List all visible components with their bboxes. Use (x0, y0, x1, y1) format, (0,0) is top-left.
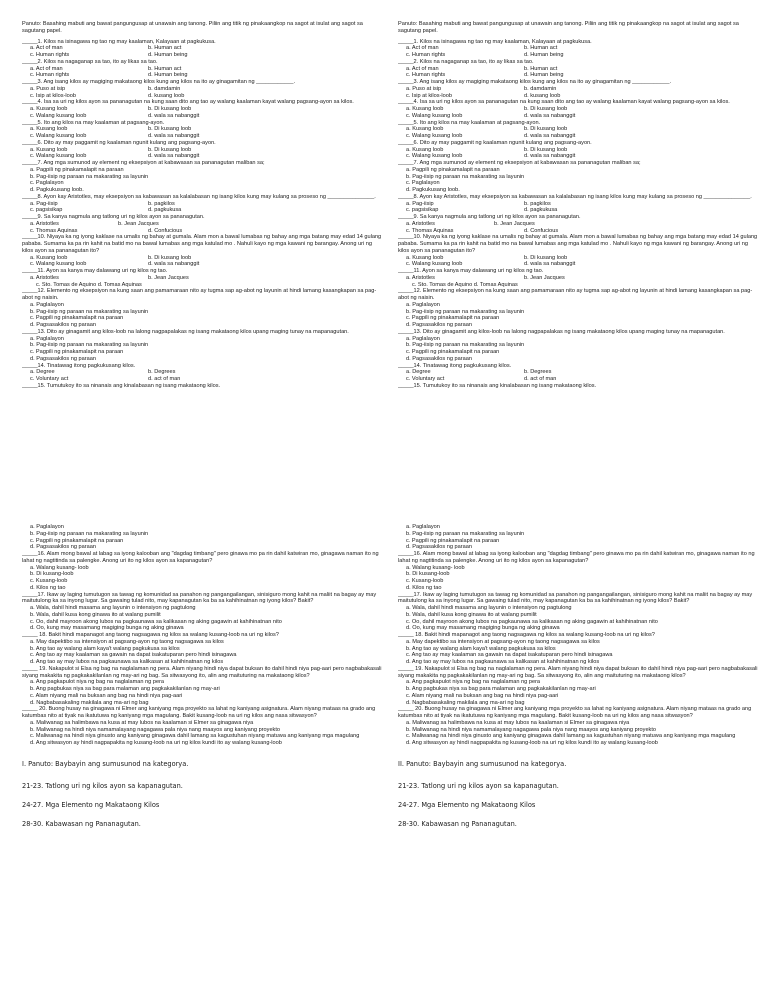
question-19: _____ 19. Nakapulot si Elsa ng bag na naglalaman ng pera. Alam niyang hindi niya dapat buksan ito dahil hindi niya pag-aari pero nagbabakasali siyang makakita ng pagkakakilanlan ng may-ari ng bag. Sa sitwasyong ito, alin ang maituturing na makataong kilos? (22, 665, 382, 679)
options-row: c. Walang kusang loob d. wala sa nabanggit (30, 112, 200, 119)
options-row: c. Human rights d. Human being (406, 52, 564, 58)
options-row: c. Walang kusang loob d. wala sa nabanggit (30, 133, 200, 139)
section-item-24-27: 24-27. Mga Elemento ng Makataong Kilos (22, 800, 160, 809)
quiz-page-bottom-right (398, 524, 760, 1002)
options-row: a. Act of man b. Human act (30, 45, 182, 52)
option: c. Kusang-loob (406, 578, 444, 584)
option: a. Pagpili ng pinakamalapit na paraan (30, 166, 124, 173)
question-2: _____2. Kilos na nagaganap sa tao, ito ay likas sa tao. (22, 58, 158, 65)
option: a. Maliwanag sa halimbawa na kusa at may lubos na kaalaman si Elmer sa ginagawa niya (406, 719, 630, 726)
question-17: _____17. Ikaw ay laging tumutugon sa tawag ng komunidad sa panahon ng pangangailangan, sinisiguro mong kahit na maliit na bagay ay may maitutulong ka sa inyong lugar. Sa gawaing tulad nito, may kapanagutan ka ba sa kahihinatnan ng iyong kilos? Bakit? (398, 591, 753, 605)
options-row: a. Aristotles b. Jean Jacques (406, 220, 535, 227)
option: c. Pagpili ng pinakamalapit na paraan (406, 349, 500, 355)
option: b. Maliwanag na hindi niya namamalayang nagagawa pala niya nang maayos ang kaniyang proyekto (406, 726, 657, 733)
options-row: a. Kusang loob b. Di kusang loob (30, 106, 192, 112)
options-row: a. Kusang loob b. Di kusang loob (406, 254, 568, 261)
option: c. Sto. Tomas de Aquino d. Tomas Aquinas (36, 281, 142, 288)
option: b. Di kusang-loob (30, 571, 74, 578)
question-2: _____2. Kilos na nagaganap sa tao, ito ay likas sa tao. (398, 58, 534, 65)
option: a. Ang pagkapulot niya ng bag na naglalaman ng pera (406, 679, 541, 686)
question-7: _____7. Ang mga sumunod ay element ng eksepsiyon at kabawasan sa pananagutan maliban sa; (398, 160, 641, 166)
options-row: c. Thomas Aquinas d. Confucious (30, 227, 183, 234)
options-row: a. Degree b. Degrees (406, 369, 552, 376)
option: c. Paglalayon (30, 180, 64, 187)
option: c. Pagpili ng pinakamalapit na paraan (406, 315, 500, 322)
option: b. Pag-iisip ng paraan na makarating sa layunin (406, 530, 525, 537)
options-row: a. Kusang loob b. Di kusang loob (30, 126, 192, 133)
options-row: c. Walang kusang loob d. wala sa nabanggit (30, 261, 200, 268)
option: a. Ang pagkapulot niya ng bag na naglalaman ng pera (30, 679, 165, 686)
question-7: _____7. Ang mga sumunod ay element ng eksepsiyon at kabawasan sa pananagutan maliban sa; (22, 160, 265, 166)
question-11: _____11. Ayon sa kanya may dalawang uri ng kilos ng tao. (398, 268, 544, 274)
option: d. Pagkukusang loob. (406, 187, 460, 193)
question-13: _____13. Dito ay ginagamit ang kilos-loob na lalong nagpapalakas ng isang makataong kilos upang maging tunay na mapanagutan. (398, 328, 725, 335)
option: b. Di kusang-loob (406, 571, 450, 578)
option: c. Alam niyang mali na buksan ang bag na hindi niya pag-aari (406, 692, 559, 699)
option: a. Walang kusang- loob (30, 564, 89, 571)
option: a. Paglalayon (30, 524, 64, 530)
options-row: a. Act of man b. Human act (406, 65, 558, 72)
question-1: _____1. Kilos na isinagawa ng tao ng may kaalaman, Kalayaan at pagkukusa. (398, 38, 592, 45)
options-row: a. Aristotles b. Jean Jacques (30, 220, 159, 227)
option: d. Ang tao ay may lubos na pagkaunawa sa kalikasan at kahihinatnan ng kilos (30, 659, 224, 665)
option: d. Ang sitwasyon ay hindi nagpapakita ng kusang-loob na uri ng kilos kundi ito ay walang kusang-loob (30, 740, 282, 746)
options-row: c. Walang kusang loob d. wala sa nabanggit (406, 112, 576, 119)
options-row: c. Isip at kilos-loob d. kusang loob (406, 92, 561, 99)
section-item-21-23: 21-23. Tatlong uri ng kilos ayon sa kapanagutan. (398, 781, 559, 790)
section-heading: I. Panuto: Baybayin ang sumusunod na kategorya. (22, 759, 189, 768)
option: d. Kilos ng tao (30, 584, 66, 591)
option: c. Pagpili ng pinakamalapit na paraan (30, 315, 124, 322)
options-row: a. Kusang loob b. Di kusang loob (30, 254, 192, 261)
option: a. Paglalayon (406, 301, 440, 308)
options-row: a. Puso at isip b. damdamin (30, 85, 181, 92)
options-row: c. Walang kusang loob d. wala sa nabanggit (406, 133, 576, 139)
question-9: _____9. Sa kanya nagmula ang tatlong uri ng kilos ayon sa pananagutan. (22, 214, 205, 220)
options-row: c. pagsisikap d. pagkukusa (30, 207, 182, 214)
instructions: Panuto: Basahing mabuti ang bawat pangungusap at unawain ang tanong. Piliin ang titik ng pinakaangkop na sagot at isulat ang sagot sa sagutang papel. (22, 21, 363, 34)
section-item-28-30: 28-30. Kabawasan ng Pananagutan. (398, 819, 517, 828)
option: a. Maliwanag sa halimbawa na kusa at may lubos na kaalaman si Elmer sa ginagawa niya (30, 719, 254, 726)
option: d. Oo, kung may masamang magiging bunga ng aking ginawa (30, 625, 184, 632)
option: d. Pagsasakilos ng paraan (30, 355, 96, 362)
option: d. Oo, kung may masamang magiging bunga ng aking ginawa (406, 625, 560, 632)
question-1: _____1. Kilos na isinagawa ng tao ng may kaalaman, Kalayaan at pagkukusa. (22, 38, 216, 45)
option: c. Oo, dahil mayroon akong lubos na pagkaunawa sa kalikasan ng aking gagawin at kahihinatnan nito (30, 618, 282, 625)
section-item-21-23: 21-23. Tatlong uri ng kilos ayon sa kapanagutan. (22, 781, 183, 790)
question-10: _____10. Niyaya ka ng iyong kaklase na umalis ng bahay at gumala. Alam mon a bawal lumabas ng bahay ang mga batang may edad 14 gulang pababa. Sumama ka pa rin kahit na batid mo na bawal lumabas ang mga katulad mo . Nahuli kayo ng mga kawani ng barangay. Anong uri ng kilos ayon sa pananagutan ito? (398, 234, 758, 254)
question-14: _____14. Tinatawag itong pagkukusang kilos. (398, 362, 512, 369)
quiz-page-bottom-left (22, 524, 384, 1002)
section-item-28-30: 28-30. Kabawasan ng Pananagutan. (22, 819, 141, 828)
question-14: _____14. Tinatawag itong pagkukusang kilos. (22, 362, 136, 369)
question-5: _____5. Ito ang kilos na may kaalaman at pagsang-ayon. (398, 119, 541, 126)
option: c. Ang tao ay may kaalaman sa gawain na dapat isakatuparan pero hindi isinagawa (406, 652, 613, 659)
option: a. Paglalayon (406, 524, 440, 530)
option: a. Paglalayon (30, 335, 64, 342)
question-16: _____16. Alam mong bawal at labag sa iyong kalooban ang "dagdag timbang" pero ginawa mo pa rin dahil katwiran mo, ginagawa naman ito ng lahat ng nagtitinda sa palengke. Anong uri ito ng kilos ayon sa kapanagutan? (22, 551, 379, 564)
options-row: a. Act of man b. Human act (30, 65, 182, 72)
option: c. Alam niyang mali na buksan ang bag na hindi niya pag-aari (30, 692, 183, 699)
options-row: c. Walang kusang loob d. wala sa nabanggit (406, 153, 576, 160)
option: b. Pag-iisip ng paraan na makarating sa layunin (30, 173, 149, 180)
option: d. Nagbabasakaling makilala ang ma-ari ng bag (406, 699, 525, 706)
option: a. Wala, dahil hindi masama ang layunin o intensiyon ng pagtulong (406, 605, 572, 611)
option: d. Pagsasakilos ng paraan (406, 355, 472, 362)
option: b. Pag-iisip ng paraan na makarating sa layunin (30, 530, 149, 537)
question-4: _____4. Isa sa uri ng kilos ayon sa pananagutan na kung saan dito ang tao ay walang kaalaman kayat walang pagsang-ayon sa kilos. (22, 99, 354, 106)
question-20: _____ 20. Buong husay na ginagawa ni Elmer ang kaniyang mga proyekto sa lahat ng kaniyang asignatura. Alam niyang mataas na grado ang katumbas nito at tiyak na ikatutuwa ng kaniyang mga magulang. Bakit kusang-loob na uri ng kilos ang nasa sitwasyon? (22, 706, 376, 719)
options-row: a. Degree b. Degrees (30, 369, 176, 376)
option: d. Nagbabasakaling makilala ang ma-ari ng bag (30, 699, 149, 706)
question-9: _____9. Sa kanya nagmula ang tatlong uri ng kilos ayon sa pananagutan. (398, 214, 581, 220)
option: c. Paglalayon (406, 180, 440, 187)
option: d. Kilos ng tao (406, 584, 442, 591)
option: b. Pag-iisip ng paraan na makarating sa layunin (30, 308, 149, 315)
options-row: c. Voluntary act d. act of man (30, 376, 181, 382)
option: c. Pagpili ng pinakamalapit na paraan (406, 537, 500, 544)
options-row: a. Act of man b. Human act (406, 45, 558, 52)
option: b. Pag-iisip ng paraan na makarating sa layunin (406, 342, 525, 349)
options-row: c. Isip at kilos-loob d. kusang loob (30, 92, 185, 99)
question-10: _____10. Niyaya ka ng iyong kaklase na umalis ng bahay at gumala. Alam mon a bawal lumabas ng bahay ang mga batang may edad 14 gulang pababa. Sumama ka pa rin kahit na batid mo na bawal lumabas ang mga katulad mo . Nahuli kayo ng mga kawani ng barangay. Anong uri ng kilos ayon sa pananagutan ito? (22, 234, 382, 254)
option: d. Ang tao ay may lubos na pagkaunawa sa kalikasan at kahihinatnan ng kilos (406, 659, 600, 665)
option: c. Pagpili ng pinakamalapit na paraan (30, 537, 124, 544)
options-row: c. Human rights d. Human being (30, 52, 188, 58)
option: b. Ang pagbukas niya sa bag para malaman ang pagkakakilanlan ng may-ari (30, 686, 220, 692)
option: c. Sto. Tomas de Aquino d. Tomas Aquinas (412, 281, 518, 288)
option: b. Wala, dahil kusa kong ginawa ito at walang pumilit (30, 611, 161, 618)
question-20: _____ 20. Buong husay na ginagawa ni Elmer ang kaniyang mga proyekto sa lahat ng kaniyang asignatura. Alam niyang mataas na grado ang katumbas nito at tiyak na ikatutuwa ng kaniyang mga magulang. Bakit kusang-loob na uri ng kilos ang nasa sitwasyon? (398, 706, 752, 719)
option: b. Ang tao ay walang alam kaya't walang pagkukusa sa kilos (30, 645, 180, 652)
options-row: a. Kusang loob b. Di kusang loob (406, 146, 568, 153)
option: d. Pagsasakilos ng paraan (406, 544, 472, 551)
options-row: a. Kusang loob b. Di kusang loob (406, 106, 568, 112)
option: a. Pagpili ng pinakamalapit na paraan (406, 166, 500, 173)
option: b. Pag-iisip ng paraan na makarating sa layunin (406, 308, 525, 315)
options-row: a. Pag-iisip b. pagkilos (406, 200, 551, 207)
quiz-page-top-left (22, 21, 384, 461)
option: d. Pagsasakilos ng paraan (406, 322, 472, 328)
option: c. Ang tao ay may kaalaman sa gawain na dapat isakatuparan pero hindi isinagawa (30, 652, 237, 659)
question-19: _____ 19. Nakapulot si Elsa ng bag na naglalaman ng pera. Alam niyang hindi niya dapat buksan ito dahil hindi niya pag-aari pero nagbabakasali siyang makakita ng pagkakakilanlan ng may-ari ng bag. Sa sitwasyong ito, alin ang maituturing na makataong kilos? (398, 665, 758, 679)
options-row: a. Pag-iisip b. pagkilos (30, 200, 175, 207)
option: a. Paglalayon (30, 301, 64, 308)
question-3: _____3. Ang isang kilos ay magiging makataong kilos kung ang kilos na ito ay ginagamitan ng ____________. (398, 79, 672, 85)
option: c. Maliwanag na hindi niya ginusto ang kaniyang ginagawa dahil lamang sa kagustuhan niyang matuwa ang kaniyang mga magulang (30, 733, 360, 740)
question-6: _____6. Dito ay may paggamit ng kaalaman ngunit kulang ang pagsang-ayon. (22, 139, 216, 146)
option: c. Maliwanag na hindi niya ginusto ang kaniyang ginagawa dahil lamang sa kagustuhan niyang matuwa ang kaniyang mga magulang (406, 733, 736, 740)
question-5: _____5. Ito ang kilos na may kaalaman at pagsang-ayon. (22, 119, 165, 126)
question-12: _____12. Elemento ng eksepsiyon na kung saan ang pamamaraan nito ay tugma sap ag-abot ng layunin at hindi lamang kasangkapan sa pag-abot ng naisin. (22, 288, 377, 301)
question-11: _____11. Ayon sa kanya may dalawang uri ng kilos ng tao. (22, 268, 168, 274)
question-3: _____3. Ang isang kilos ay magiging makataong kilos kung ang kilos na ito ay ginagamitan ng ____________. (22, 79, 296, 85)
option: c. Kusang-loob (30, 578, 68, 584)
option: a. May dapektibo sa intensiyon at pagsang-ayon ng taong nagsagawa sa kilos (406, 638, 600, 645)
option: b. Maliwanag na hindi niya namamalayang nagagawa pala niya nang maayos ang kaniyang proyekto (30, 726, 281, 733)
options-row: c. Human rights d. Human being (406, 72, 564, 79)
option: c. Oo, dahil mayroon akong lubos na pagkaunawa sa kalikasan ng aking gagawin at kahihinatnan nito (406, 618, 658, 625)
options-row: c. Thomas Aquinas d. Confucious (406, 227, 559, 234)
option: d. Pagkukusang loob. (30, 187, 84, 193)
question-4: _____4. Isa sa uri ng kilos ayon sa pananagutan na kung saan dito ang tao ay walang kaalaman kayat walang pagsang-ayon sa kilos. (398, 99, 730, 106)
option: a. May dapektibo sa intensiyon at pagsang-ayon ng taong nagsagawa sa kilos (30, 638, 224, 645)
section-item-24-27: 24-27. Mga Elemento ng Makataong Kilos (398, 800, 536, 809)
question-13: _____13. Dito ay ginagamit ang kilos-loob na lalong nagpapalakas ng isang makataong kilos upang maging tunay na mapanagutan. (22, 328, 349, 335)
question-15: _____15. Tumutukoy ito sa ninanais ang kinalabasan ng isang makataong kilos. (398, 382, 597, 389)
question-6: _____6. Dito ay may paggamit ng kaalaman ngunit kulang ang pagsang-ayon. (398, 139, 592, 146)
option: b. Pag-iisip ng paraan na makarating sa layunin (30, 342, 149, 349)
options-row: a. Puso at isip b. damdamin (406, 85, 557, 92)
question-16: _____16. Alam mong bawal at labag sa iyong kalooban ang "dagdag timbang" pero ginawa mo pa rin dahil katwiran mo, ginagawa naman ito ng lahat ng nagtitinda sa palengke. Anong uri ito ng kilos ayon sa kapanagutan? (398, 551, 755, 564)
section-heading: II. Panuto: Baybayin ang sumusunod na kategorya. (398, 759, 567, 768)
option: b. Pag-iisip ng paraan na makarating sa layunin (406, 173, 525, 180)
options-row: c. Walang kusang loob d. wala sa nabanggit (30, 153, 200, 160)
options-row: c. Human rights d. Human being (30, 72, 188, 79)
option: a. Paglalayon (406, 335, 440, 342)
option: b. Ang pagbukas niya sa bag para malaman ang pagkakakilanlan ng may-ari (406, 686, 596, 692)
options-row: a. Aristotles b. Jean Jacques (30, 274, 189, 281)
question-18: _____ 18. Bakit hindi mapanagot ang taong nagsagawa ng kilos sa walang kusang-loob na uri ng kilos? (22, 632, 279, 638)
question-8: _____8. Ayon kay Aristotles, may eksepsiyon sa kabawasan sa kalalabasan ng isang kilos kung may kulang sa proseso ng _______________. (398, 193, 752, 200)
options-row: a. Kusang loob b. Di kusang loob (30, 146, 192, 153)
question-18: _____ 18. Bakit hindi mapanagot ang taong nagsagawa ng kilos sa walang kusang-loob na uri ng kilos? (398, 632, 655, 638)
instructions: Panuto: Basahing mabuti ang bawat pangungusap at unawain ang tanong. Piliin ang titik ng pinakaangkop na sagot at isulat ang sagot sa sagutang papel. (398, 21, 739, 34)
options-row: c. Walang kusang loob d. wala sa nabanggit (406, 261, 576, 268)
question-17: _____17. Ikaw ay laging tumutugon sa tawag ng komunidad sa panahon ng pangangailangan, sinisiguro mong kahit na maliit na bagay ay may maitutulong ka sa inyong lugar. Sa gawaing tulad nito, may kapanagutan ka ba sa kahihinatnan ng iyong kilos? Bakit? (22, 591, 377, 605)
options-row: a. Aristotles b. Jean Jacques (406, 274, 565, 281)
option: b. Wala, dahil kusa kong ginawa ito at walang pumilit (406, 611, 537, 618)
option: d. Pagsasakilos ng paraan (30, 322, 96, 328)
options-row: c. pagsisikap d. pagkukusa (406, 207, 558, 214)
option: d. Pagsasakilos ng paraan (30, 544, 96, 551)
option: d. Ang sitwasyon ay hindi nagpapakita ng kusang-loob na uri ng kilos kundi ito ay walang kusang-loob (406, 740, 658, 746)
options-row: a. Kusang loob b. Di kusang loob (406, 126, 568, 133)
question-12: _____12. Elemento ng eksepsiyon na kung saan ang pamamaraan nito ay tugma sap ag-abot ng layunin at hindi lamang kasangkapan sa pag-abot ng naisin. (398, 288, 753, 301)
question-8: _____8. Ayon kay Aristotles, may eksepsiyon sa kabawasan sa kalalabasan ng isang kilos kung may kulang sa proseso ng _______________. (22, 193, 376, 200)
quiz-page-top-right (398, 21, 760, 461)
question-15: _____15. Tumutukoy ito sa ninanais ang kinalabasan ng isang makataong kilos. (22, 382, 221, 389)
options-row: c. Voluntary act d. act of man (406, 376, 557, 382)
option: c. Pagpili ng pinakamalapit na paraan (30, 349, 124, 355)
option: a. Walang kusang- loob (406, 564, 465, 571)
option: a. Wala, dahil hindi masama ang layunin o intensiyon ng pagtulong (30, 605, 196, 611)
option: b. Ang tao ay walang alam kaya't walang pagkukusa sa kilos (406, 645, 556, 652)
